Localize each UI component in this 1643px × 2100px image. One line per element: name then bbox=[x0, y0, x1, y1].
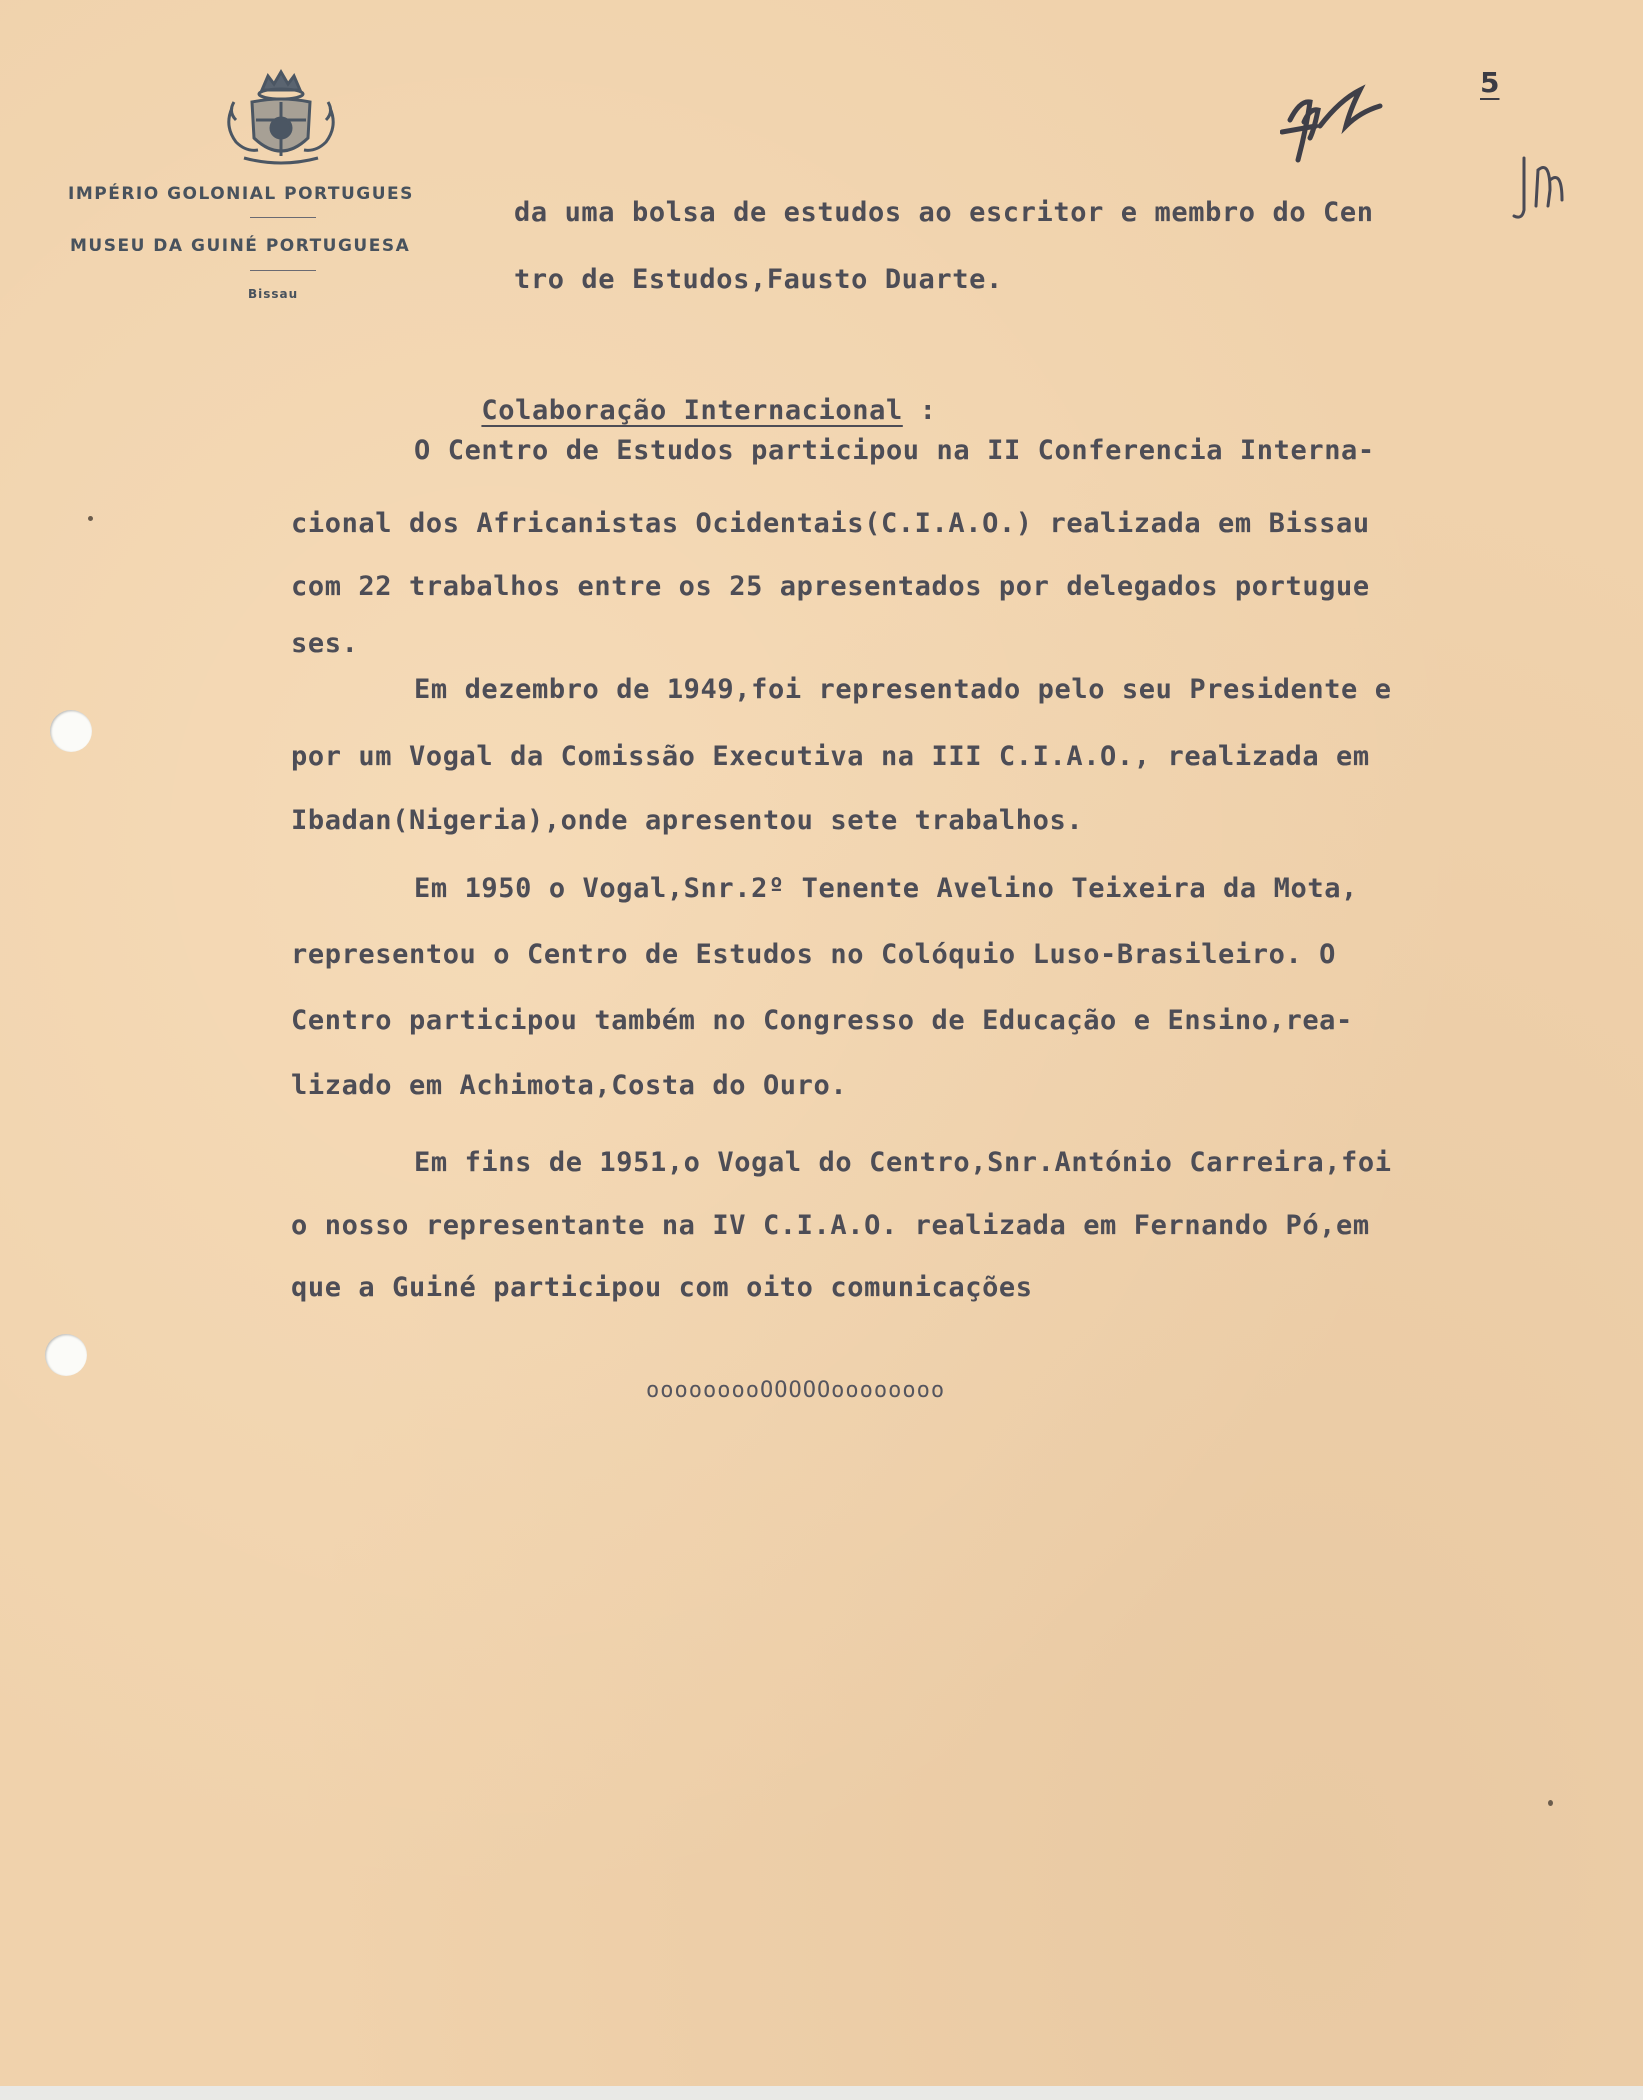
body-line-11: representou o Centro de Estudos no Colóquio Luso-Brasileiro. O bbox=[291, 939, 1337, 970]
coat-of-arms-icon bbox=[222, 68, 340, 170]
body-line-10: Em 1950 o Vogal,Snr.2º Tenente Avelino Teixeira da Mota, bbox=[414, 873, 1358, 904]
body-line-12: Centro participou também no Congresso de Educação e Ensino,rea- bbox=[291, 1005, 1353, 1036]
section-heading-colon bbox=[903, 395, 920, 426]
letterhead-city: Bissau bbox=[248, 287, 299, 301]
body-line-3: O Centro de Estudos participou na II Conferencia Interna- bbox=[414, 435, 1375, 466]
body-line-7: Em dezembro de 1949,foi representado pelo seu Presidente e bbox=[414, 674, 1392, 705]
body-line-13: lizado em Achimota,Costa do Ouro. bbox=[291, 1070, 848, 1101]
paper-speck bbox=[88, 516, 93, 521]
punch-hole-bottom bbox=[45, 1334, 87, 1376]
handwritten-initials-icon bbox=[1280, 60, 1400, 170]
body-line-6: ses. bbox=[291, 628, 359, 659]
letterhead-rule-1 bbox=[250, 217, 316, 218]
body-line-8: por um Vogal da Comissão Executiva na III C.I.A.O., realizada em bbox=[291, 741, 1370, 772]
handwritten-mark-icon bbox=[1510, 150, 1570, 230]
body-line-1: da uma bolsa de estudos ao escritor e membro do Cen bbox=[514, 197, 1374, 228]
letterhead-line-2: MUSEU DA GUINÉ PORTUGUESA bbox=[70, 236, 411, 256]
body-line-15: o nosso representante na IV C.I.A.O. realizada em Fernando Pó,em bbox=[291, 1210, 1370, 1241]
body-line-2: tro de Estudos,Fausto Duarte. bbox=[514, 264, 1003, 295]
body-line-9: Ibadan(Nigeria),onde apresentou sete trabalhos. bbox=[291, 805, 1084, 836]
body-line-5: com 22 trabalhos entre os 25 apresentados por delegados portugue bbox=[291, 571, 1370, 602]
page-number: 5 bbox=[1480, 66, 1500, 99]
heading-colon: : bbox=[919, 395, 937, 426]
body-line-4: cional dos Africanistas Ocidentais(C.I.A.O.) realizada em Bissau bbox=[291, 508, 1370, 539]
punch-hole-top bbox=[50, 710, 92, 752]
letterhead-rule-2 bbox=[250, 270, 316, 271]
letterhead-line-1: IMPÉRIO GOLONIAL PORTUGUES bbox=[68, 184, 414, 204]
section-divider: ooooooooOOOOOoooooooo bbox=[646, 1378, 946, 1403]
paper-speck bbox=[1548, 1800, 1553, 1806]
body-line-16: que a Guiné participou com oito comunicações bbox=[291, 1272, 1033, 1303]
body-line-14: Em fins de 1951,o Vogal do Centro,Snr.António Carreira,foi bbox=[414, 1147, 1392, 1178]
section-heading: Colaboração Internacional bbox=[481, 395, 903, 426]
